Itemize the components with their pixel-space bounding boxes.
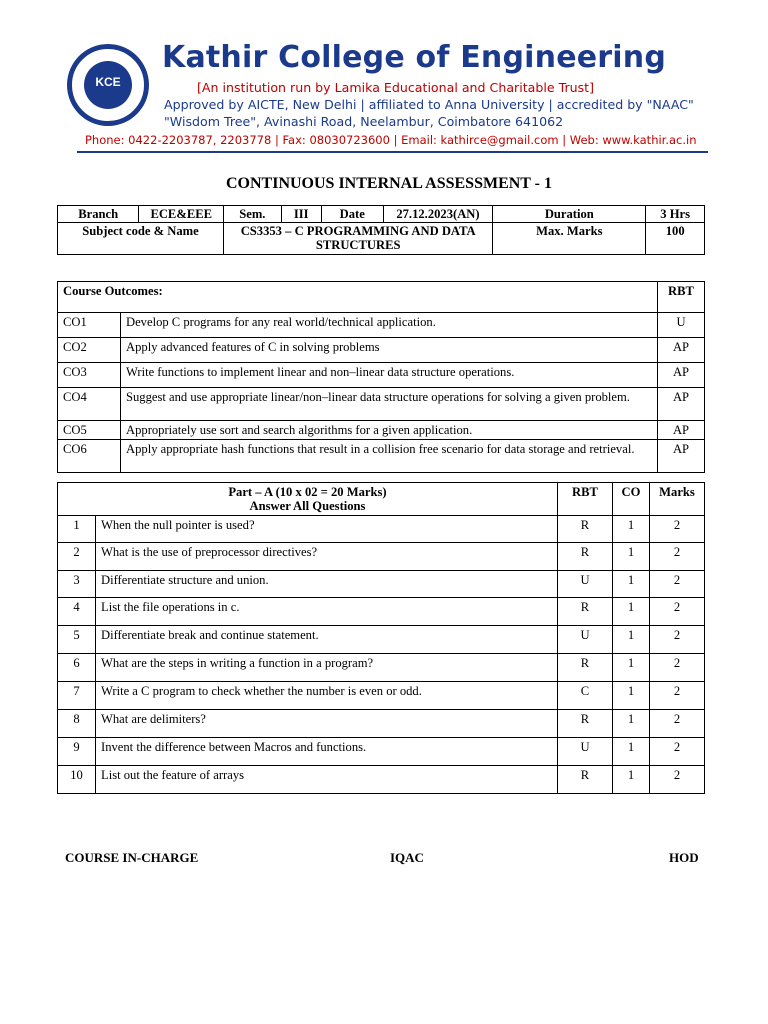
iqac-signature: IQAC [390, 850, 424, 865]
contact-line: Phone: 0422-2203787, 2203778 | Fax: 08030723600 | Email: kathirce@gmail.com | Web: www.kathir.ac.in [85, 133, 697, 147]
question-co: 1 [613, 738, 650, 766]
co-row [58, 388, 705, 421]
question-number: 6 [58, 654, 96, 682]
question-number: 4 [58, 598, 96, 626]
question-marks: 2 [650, 738, 705, 766]
co-row [58, 440, 705, 473]
question-marks: 2 [650, 598, 705, 626]
question-text: What are delimiters? [96, 710, 558, 738]
question-rbt: U [558, 738, 613, 766]
question-number: 8 [58, 710, 96, 738]
co-text: Apply advanced features of C in solving problems [121, 338, 658, 363]
question-rbt: R [558, 516, 613, 543]
co-rbt: AP [658, 421, 705, 440]
branch-value: ECE&EEE [139, 206, 224, 223]
co-text: Apply appropriate hash functions that result in a collision free scenario for data storage and retrieval. [121, 440, 658, 473]
college-logo [67, 44, 149, 126]
question-rbt: R [558, 654, 613, 682]
question-marks: 2 [650, 682, 705, 710]
question-number: 9 [58, 738, 96, 766]
question-co: 1 [613, 766, 650, 794]
question-number: 10 [58, 766, 96, 794]
sem-label: Sem. [224, 206, 282, 223]
question-rbt: C [558, 682, 613, 710]
question-marks: 2 [650, 654, 705, 682]
question-number: 7 [58, 682, 96, 710]
date-value: 27.12.2023(AN) [383, 206, 493, 223]
co-text: Appropriately use sort and search algorithms for a given application. [121, 421, 658, 440]
question-text: List the file operations in c. [96, 598, 558, 626]
co-code: CO6 [58, 440, 121, 473]
question-co: 1 [613, 598, 650, 626]
co-code: CO4 [58, 388, 121, 421]
date-label: Date [321, 206, 383, 223]
co-row [58, 313, 705, 338]
exam-info-table [57, 205, 705, 255]
question-co: 1 [613, 543, 650, 571]
question-marks: 2 [650, 543, 705, 571]
question-text: Invent the difference between Macros and functions. [96, 738, 558, 766]
co-row [58, 421, 705, 440]
marks-heading: Marks [650, 483, 705, 516]
trust-line: [An institution run by Lamika Educational and Charitable Trust] [197, 80, 595, 95]
logo-text: KCE [95, 75, 121, 89]
college-name: Kathir College of Engineering [162, 40, 666, 75]
question-text: Differentiate break and continue statement. [96, 626, 558, 654]
part-a-heading [58, 483, 558, 516]
question-text: Differentiate structure and union. [96, 571, 558, 598]
question-row [58, 516, 705, 543]
question-text: What are the steps in writing a function in a program? [96, 654, 558, 682]
co-rbt: AP [658, 440, 705, 473]
question-rbt: R [558, 598, 613, 626]
question-row [58, 654, 705, 682]
question-number: 3 [58, 571, 96, 598]
question-row [58, 543, 705, 571]
question-text: When the null pointer is used? [96, 516, 558, 543]
subject-label: Subject code & Name [58, 223, 224, 255]
duration-value: 3 Hrs [646, 206, 705, 223]
question-marks: 2 [650, 626, 705, 654]
co-row [58, 338, 705, 363]
question-rbt: R [558, 710, 613, 738]
approval-line: Approved by AICTE, New Delhi | affiliated to Anna University | accredited by "NAAC" [164, 97, 694, 112]
question-marks: 2 [650, 516, 705, 543]
co-heading: CO [613, 483, 650, 516]
co-text: Write functions to implement linear and non–linear data structure operations. [121, 363, 658, 388]
course-incharge-signature: COURSE IN-CHARGE [65, 850, 199, 865]
sem-value: III [281, 206, 321, 223]
question-row [58, 710, 705, 738]
branch-label: Branch [58, 206, 139, 223]
question-number: 5 [58, 626, 96, 654]
question-marks: 2 [650, 710, 705, 738]
course-outcomes-heading: Course Outcomes: [58, 282, 658, 313]
exam-title: CONTINUOUS INTERNAL ASSESSMENT - 1 [225, 175, 552, 192]
duration-label: Duration [493, 206, 646, 223]
question-marks: 2 [650, 571, 705, 598]
max-marks-label: Max. Marks [493, 223, 646, 255]
co-rbt: U [658, 313, 705, 338]
question-text: Write a C program to check whether the number is even or odd. [96, 682, 558, 710]
question-row [58, 598, 705, 626]
co-text: Develop C programs for any real world/technical application. [121, 313, 658, 338]
question-co: 1 [613, 682, 650, 710]
question-rbt: R [558, 543, 613, 571]
co-code: CO2 [58, 338, 121, 363]
hod-signature: HOD [669, 850, 699, 865]
question-rbt: U [558, 626, 613, 654]
question-co: 1 [613, 626, 650, 654]
part-a-subtitle: Answer All Questions [249, 499, 366, 513]
co-rbt: AP [658, 388, 705, 421]
question-co: 1 [613, 516, 650, 543]
max-marks-value: 100 [646, 223, 705, 255]
co-text: Suggest and use appropriate linear/non–linear data structure operations for solving a given problem. [121, 388, 658, 421]
question-number: 1 [58, 516, 96, 543]
co-row [58, 363, 705, 388]
part-a-table [57, 482, 705, 794]
question-row [58, 682, 705, 710]
co-rbt: AP [658, 338, 705, 363]
header-divider [77, 151, 708, 153]
co-rbt-heading: RBT [658, 282, 705, 313]
question-rbt: R [558, 766, 613, 794]
co-rbt: AP [658, 363, 705, 388]
co-code: CO1 [58, 313, 121, 338]
co-code: CO3 [58, 363, 121, 388]
subject-value: CS3353 – C PROGRAMMING AND DATA STRUCTURES [224, 223, 493, 255]
rbt-heading: RBT [558, 483, 613, 516]
question-rbt: U [558, 571, 613, 598]
question-co: 1 [613, 710, 650, 738]
question-co: 1 [613, 654, 650, 682]
question-number: 2 [58, 543, 96, 571]
question-row [58, 766, 705, 794]
question-co: 1 [613, 571, 650, 598]
question-row [58, 738, 705, 766]
co-code: CO5 [58, 421, 121, 440]
question-text: List out the feature of arrays [96, 766, 558, 794]
course-outcomes-table [57, 281, 705, 473]
question-marks: 2 [650, 766, 705, 794]
question-row [58, 571, 705, 598]
question-text: What is the use of preprocessor directives? [96, 543, 558, 571]
address-line: "Wisdom Tree", Avinashi Road, Neelambur, Coimbatore 641062 [164, 114, 564, 129]
question-row [58, 626, 705, 654]
part-a-title: Part – A (10 x 02 = 20 Marks) [228, 485, 387, 499]
